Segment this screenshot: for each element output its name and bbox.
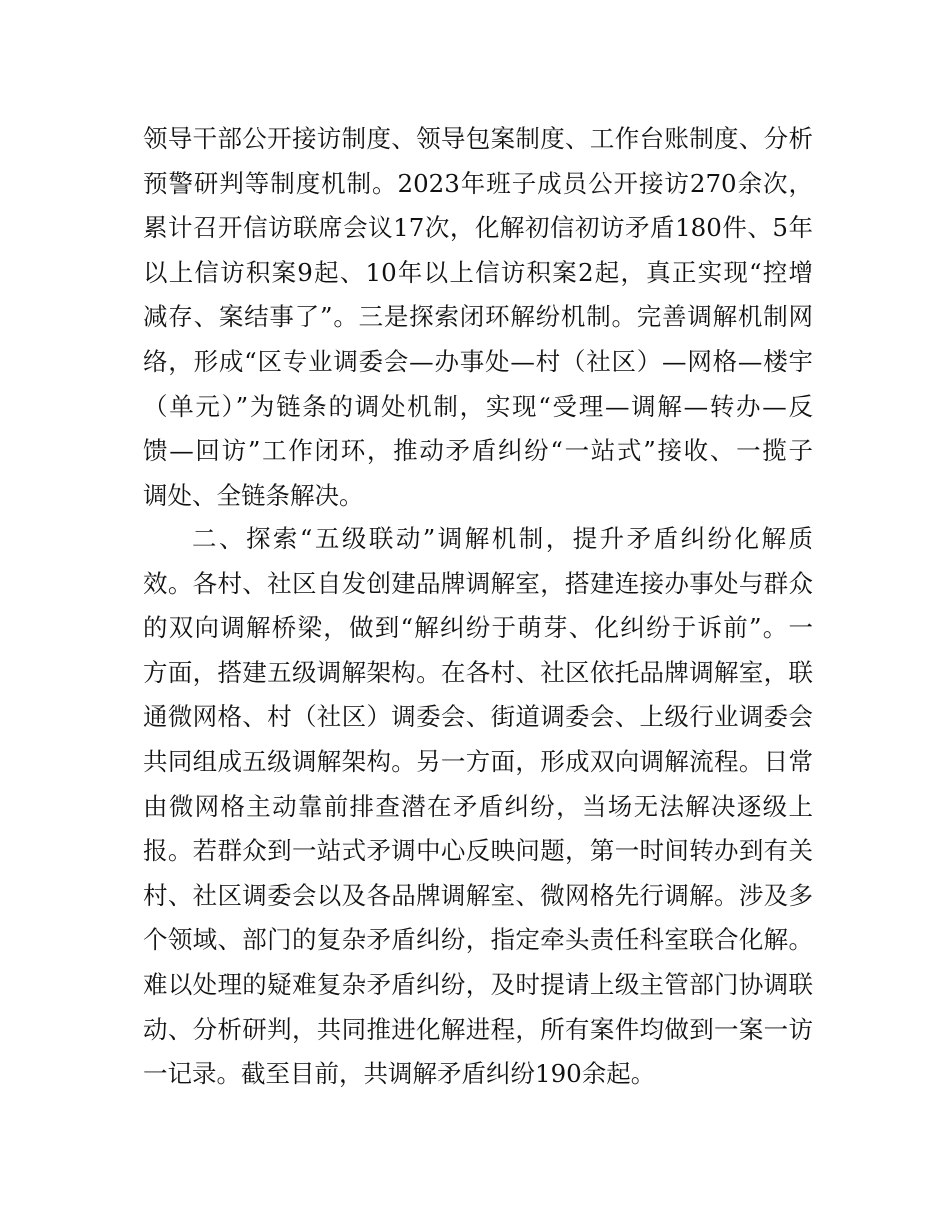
paragraph-line: 以上信访积案9起、10年以上信访积案2起，真正实现“控增: [143, 257, 813, 287]
paragraph-line: （单元）”为链条的调处机制，实现“受理—调解—转办—反: [143, 391, 813, 421]
paragraph-line: 减存、案结事了”。三是探索闭环解纷机制。完善调解机制网: [143, 302, 813, 332]
paragraph-line: 预警研判等制度机制。2023年班子成员公开接访270余次，: [143, 168, 813, 198]
paragraph-line: 方面，搭建五级调解架构。在各村、社区依托品牌调解室，联: [143, 657, 813, 687]
paragraph-line: 馈—回访”工作闭环，推动矛盾纠纷“一站式”接收、一揽子: [143, 436, 813, 466]
paragraph-2: [143, 517, 813, 1097]
paragraph-1: [143, 117, 813, 518]
paragraph-line: 通微网格、村（社区）调委会、街道调委会、上级行业调委会: [143, 702, 813, 732]
paragraph-line: 村、社区调委会以及各品牌调解室、微网格先行调解。涉及多: [143, 880, 813, 910]
paragraph-line: 二、探索“五级联动”调解机制，提升矛盾纠纷化解质: [192, 524, 813, 553]
paragraph-line: 累计召开信访联席会议17次，化解初信初访矛盾180件、5年: [143, 213, 813, 243]
paragraph-line: 共同组成五级调解架构。另一方面，形成双向调解流程。日常: [143, 746, 813, 776]
paragraph-line: 由微网格主动靠前排查潜在矛盾纠纷，当场无法解决逐级上: [143, 791, 813, 821]
paragraph-line: 动、分析研判，共同推进化解进程，所有案件均做到一案一访: [143, 1014, 813, 1044]
paragraph-line: 调处、全链条解决。: [143, 480, 364, 510]
paragraph-line: 难以处理的疑难复杂矛盾纠纷，及时提请上级主管部门协调联: [143, 969, 813, 999]
paragraph-line: 一记录。截至目前，共调解矛盾纠纷190余起。: [143, 1059, 656, 1089]
paragraph-line: 领导干部公开接访制度、领导包案制度、工作台账制度、分析: [143, 124, 813, 153]
paragraph-line: 络，形成“区专业调委会—办事处—村（社区）—网格—楼宇: [143, 346, 813, 376]
paragraph-line: 效。各村、社区自发创建品牌调解室，搭建连接办事处与群众: [143, 568, 813, 598]
paragraph-line: 的双向调解桥梁，做到“解纠纷于萌芽、化纠纷于诉前”。一: [143, 613, 813, 643]
paragraph-line: 报。若群众到一站式矛调中心反映问题，第一时间转办到有关: [143, 836, 813, 866]
paragraph-line: 个领域、部门的复杂矛盾纠纷，指定牵头责任科室联合化解。: [143, 925, 813, 955]
